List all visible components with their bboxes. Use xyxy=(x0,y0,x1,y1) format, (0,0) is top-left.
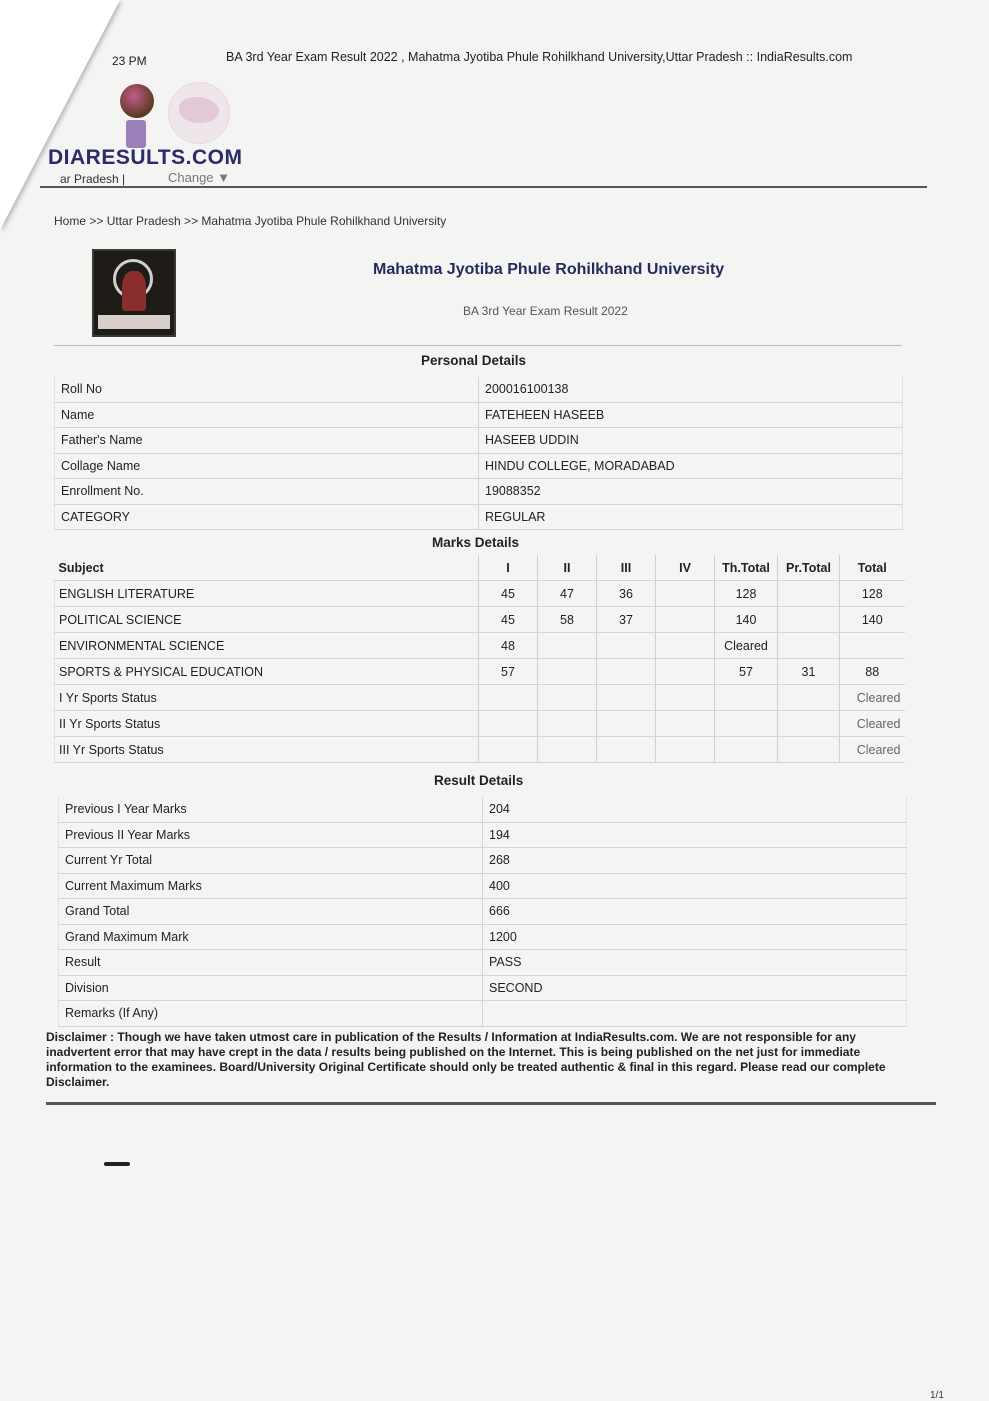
mark-cell: 58 xyxy=(538,607,597,633)
subject-cell: SPORTS & PHYSICAL EDUCATION xyxy=(55,659,479,685)
change-state-link[interactable]: Change ▼ xyxy=(168,170,231,185)
practical-total-cell xyxy=(778,737,840,763)
table-row xyxy=(55,453,903,479)
column-header: I xyxy=(479,555,538,581)
detail-value: 19088352 xyxy=(479,479,903,505)
table-row xyxy=(55,607,905,633)
detail-value: FATEHEEN HASEEB xyxy=(479,402,903,428)
total-cell xyxy=(840,633,905,659)
column-header: Pr.Total xyxy=(778,555,840,581)
result-value: 204 xyxy=(483,797,907,822)
result-value: 268 xyxy=(483,848,907,874)
total-cell: 128 xyxy=(840,581,905,607)
result-label: Division xyxy=(59,975,483,1001)
mark-cell xyxy=(538,737,597,763)
uttar-pradesh-map-icon xyxy=(168,82,230,144)
result-value: SECOND xyxy=(483,975,907,1001)
table-row xyxy=(55,633,905,659)
column-header: IV xyxy=(656,555,715,581)
mark-cell: 45 xyxy=(479,607,538,633)
result-label: Grand Total xyxy=(59,899,483,925)
result-value: 194 xyxy=(483,822,907,848)
crest-figure-icon xyxy=(122,271,146,311)
crest-band xyxy=(98,315,170,329)
status-cell: Cleared xyxy=(840,685,905,711)
mark-cell xyxy=(597,685,656,711)
mark-cell xyxy=(656,633,715,659)
theory-total-cell xyxy=(715,737,778,763)
table-row xyxy=(55,737,905,763)
detail-label: Enrollment No. xyxy=(55,479,479,505)
mark-cell xyxy=(479,737,538,763)
practical-total-cell xyxy=(778,685,840,711)
subject-cell: POLITICAL SCIENCE xyxy=(55,607,479,633)
mark-cell xyxy=(597,633,656,659)
status-cell: Cleared xyxy=(840,737,905,763)
table-row xyxy=(59,797,907,822)
mark-cell xyxy=(538,711,597,737)
column-header: Total xyxy=(840,555,905,581)
table-row xyxy=(55,581,905,607)
mark-cell xyxy=(656,581,715,607)
table-row xyxy=(59,950,907,976)
mark-cell xyxy=(479,711,538,737)
column-header: Subject xyxy=(55,555,479,581)
marks-details-heading: Marks Details xyxy=(432,535,520,550)
mark-cell xyxy=(597,659,656,685)
practical-total-cell xyxy=(778,581,840,607)
print-title: BA 3rd Year Exam Result 2022 , Mahatma Jyotiba Phule Rohilkhand University,Uttar Pradesh :: IndiaResults.com xyxy=(226,50,853,64)
result-label: Result xyxy=(59,950,483,976)
detail-label: CATEGORY xyxy=(55,504,479,530)
result-label: Current Maximum Marks xyxy=(59,873,483,899)
mark-cell: 45 xyxy=(479,581,538,607)
mark-cell: 47 xyxy=(538,581,597,607)
status-cell: Cleared xyxy=(840,711,905,737)
result-details-table xyxy=(58,797,907,1027)
mark-cell: 37 xyxy=(597,607,656,633)
total-cell: 88 xyxy=(840,659,905,685)
exam-name: BA 3rd Year Exam Result 2022 xyxy=(463,304,628,318)
paper-corner-fold xyxy=(0,0,120,230)
theory-total-cell: 57 xyxy=(715,659,778,685)
subject-cell: ENVIRONMENTAL SCIENCE xyxy=(55,633,479,659)
detail-label: Name xyxy=(55,402,479,428)
university-crest-icon xyxy=(92,249,176,337)
result-value: 1200 xyxy=(483,924,907,950)
detail-value: HINDU COLLEGE, MORADABAD xyxy=(479,453,903,479)
logo-text: DIARESULTS.COM xyxy=(48,146,243,169)
mark-cell: 36 xyxy=(597,581,656,607)
detail-label: Roll No xyxy=(55,377,479,402)
total-cell: 140 xyxy=(840,607,905,633)
mark-cell: 57 xyxy=(479,659,538,685)
theory-total-cell: 128 xyxy=(715,581,778,607)
marks-header-row xyxy=(55,555,905,581)
mark-cell xyxy=(656,607,715,633)
section-divider xyxy=(54,345,902,346)
result-label: Current Yr Total xyxy=(59,848,483,874)
table-row xyxy=(59,924,907,950)
breadcrumb[interactable]: Home >> Uttar Pradesh >> Mahatma Jyotiba Phule Rohilkhand University xyxy=(54,214,447,228)
practical-total-cell: 31 xyxy=(778,659,840,685)
practical-total-cell xyxy=(778,607,840,633)
result-label: Grand Maximum Mark xyxy=(59,924,483,950)
detail-value: 200016100138 xyxy=(479,377,903,402)
mark-cell xyxy=(656,685,715,711)
table-row xyxy=(55,479,903,505)
print-time: 23 PM xyxy=(112,54,147,68)
table-row xyxy=(55,377,903,402)
disclaimer-lead: Disclaimer : xyxy=(46,1030,115,1044)
result-label: Previous II Year Marks xyxy=(59,822,483,848)
table-row xyxy=(59,899,907,925)
footer-divider xyxy=(46,1102,936,1105)
practical-total-cell xyxy=(778,711,840,737)
result-label: Previous I Year Marks xyxy=(59,797,483,822)
subject-cell: ENGLISH LITERATURE xyxy=(55,581,479,607)
table-row xyxy=(55,685,905,711)
mark-cell xyxy=(597,737,656,763)
table-row xyxy=(55,504,903,530)
column-header: Th.Total xyxy=(715,555,778,581)
mark-cell xyxy=(597,711,656,737)
theory-total-cell: Cleared xyxy=(715,633,778,659)
scan-smudge xyxy=(104,1162,130,1166)
table-row xyxy=(59,848,907,874)
header-divider xyxy=(40,186,927,188)
mark-cell xyxy=(479,685,538,711)
result-container xyxy=(46,205,912,1035)
personal-details-table xyxy=(54,377,903,530)
column-header: II xyxy=(538,555,597,581)
theory-total-cell: 140 xyxy=(715,607,778,633)
table-row xyxy=(59,822,907,848)
table-row xyxy=(59,975,907,1001)
detail-label: Father's Name xyxy=(55,428,479,454)
result-value xyxy=(483,1001,907,1027)
disclaimer-text[interactable]: Though we have taken utmost care in publication of the Results / Information at IndiaResults.com. We are not responsible for any inadvertent error that may have crept in the data / results being published on the Internet. This is being published on the net just for immediate information to the examinees. Board/University Original Certificate should only be treated authentic & final in this regard. Please read our complete Disclaimer. xyxy=(46,1030,886,1089)
state-label: ar Pradesh | xyxy=(60,172,126,186)
theory-total-cell xyxy=(715,685,778,711)
detail-value: REGULAR xyxy=(479,504,903,530)
table-row xyxy=(55,402,903,428)
mark-cell xyxy=(538,659,597,685)
subject-cell: III Yr Sports Status xyxy=(55,737,479,763)
personal-details-heading: Personal Details xyxy=(421,353,527,368)
subject-cell: II Yr Sports Status xyxy=(55,711,479,737)
mark-cell: 48 xyxy=(479,633,538,659)
table-row xyxy=(59,873,907,899)
result-value: 400 xyxy=(483,873,907,899)
mark-cell xyxy=(538,633,597,659)
table-row xyxy=(55,711,905,737)
print-header xyxy=(0,0,989,80)
university-name: Mahatma Jyotiba Phule Rohilkhand University xyxy=(373,261,725,278)
mark-cell xyxy=(656,711,715,737)
logo-person-icon xyxy=(120,84,154,118)
theory-total-cell xyxy=(715,711,778,737)
result-value: 666 xyxy=(483,899,907,925)
practical-total-cell xyxy=(778,633,840,659)
result-label: Remarks (If Any) xyxy=(59,1001,483,1027)
table-row xyxy=(59,1001,907,1027)
logo-person-body-icon xyxy=(126,120,146,148)
table-row xyxy=(55,428,903,454)
mark-cell xyxy=(656,659,715,685)
table-row xyxy=(55,659,905,685)
mark-cell xyxy=(538,685,597,711)
page-number: 1/1 xyxy=(930,1390,944,1401)
result-value: PASS xyxy=(483,950,907,976)
disclaimer xyxy=(46,1030,912,1090)
marks-table xyxy=(54,555,905,763)
subject-cell: I Yr Sports Status xyxy=(55,685,479,711)
mark-cell xyxy=(656,737,715,763)
detail-value: HASEEB UDDIN xyxy=(479,428,903,454)
result-details-heading: Result Details xyxy=(434,773,524,788)
detail-label: Collage Name xyxy=(55,453,479,479)
column-header: III xyxy=(597,555,656,581)
